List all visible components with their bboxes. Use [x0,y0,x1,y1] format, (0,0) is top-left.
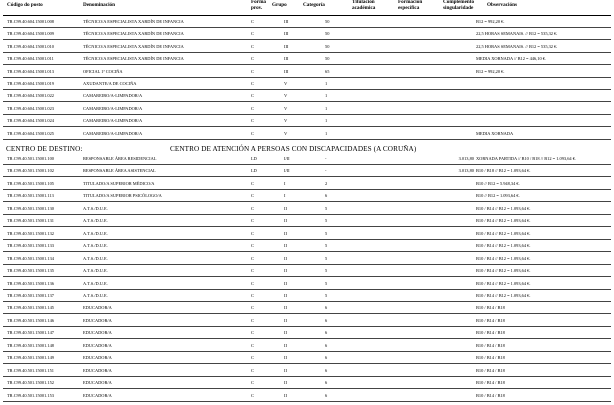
row-divider [3,189,611,190]
row-code: TR.C99.40.604.15001.022 [7,93,54,99]
table-row [0,279,614,290]
row-grupo: II [284,243,287,249]
row-observacions: B10 / B14 / B18 [476,330,505,336]
row-forma: C [251,380,254,386]
row-categoria: - [325,156,327,161]
row-observacions: B10 / B14 // B12 = 1.093,64 €. [476,255,531,261]
header-forma: Forma prov. [251,0,266,11]
row-observacions: B12 = 992,20 €. [476,19,505,24]
row-code: TR.C99.40.501.15001.100 [7,156,54,161]
row-grupo: II [284,367,287,373]
row-denominacion: TITULADO/A SUPERIOR MÉDICO/A [83,180,155,186]
row-code: TR.C99.40.501.15001.146 [7,317,54,323]
table-row [0,129,614,140]
row-grupo: I/II [284,168,290,174]
row-grupo: I [284,193,286,199]
row-divider [3,27,611,28]
row-observacions: B10 / B14 // B12 = 1.093,64 €. [476,268,531,274]
row-code: TR.C99.40.604.15001.013 [7,68,54,74]
row-forma: C [251,68,254,74]
row-observacions: MEDIA XORNADA // B12 = 446,10 €. [476,56,547,62]
row-denominacion: A.T.S./D.U.E. [83,218,108,224]
row-divider [3,126,611,127]
row-grupo: II [284,268,287,274]
row-forma: C [251,93,254,99]
row-denominacion: TITULADO/A SUPERIOR PSICÓLOGO/A [83,193,162,199]
row-forma: LD [251,156,257,161]
row-categoria: 5 [325,218,328,224]
row-categoria: - [325,168,327,174]
row-categoria: 1 [325,118,328,124]
table-row [0,229,614,240]
row-code: TR.C99.40.501.15001.153 [7,392,54,398]
row-forma: C [251,43,254,49]
row-observacions: 22,5 HORAS SEMANAIS. // B12 = 535,32 €. [476,43,558,49]
row-observacions: B10 / B14 // B12 = 1.093,64 €. [476,243,531,249]
row-code: TR.C99.40.501.15001.135 [7,268,54,274]
row-forma: C [251,392,254,398]
row-complemento: 3.013,80 [458,156,474,161]
header-categoria: Categoría [303,2,325,8]
row-categoria: 1 [325,105,328,111]
row-divider [3,77,611,78]
row-forma: C [251,367,254,373]
row-divider [3,226,611,227]
table-row [0,254,614,265]
row-forma: C [251,19,254,24]
row-divider [3,201,611,202]
row-denominacion: EDUCADOR/A [83,305,112,311]
row-observacions: B10 / B18 // B12 = 1.093,64 €. [476,168,531,174]
row-divider [3,164,611,165]
row-grupo: V [284,93,288,99]
table-row [0,241,614,252]
table-row [0,378,614,389]
row-observacions: B10 / B14 / B18 [476,367,505,373]
row-forma: LD [251,168,257,174]
row-denominacion: A.T.S./D.U.E. [83,243,108,249]
row-divider [3,301,611,302]
header-codigo: Código do posto [7,2,43,8]
row-grupo: II [284,317,287,323]
row-code: TR.C99.40.501.15001.149 [7,355,54,361]
row-grupo: II [284,230,287,236]
table-row [0,191,614,202]
row-divider [3,313,611,314]
row-grupo: II [284,255,287,261]
row-code: TR.C99.40.501.15001.132 [7,230,54,236]
row-forma: C [251,31,254,37]
row-observacions: B10 / B14 // B12 = 1.093,64 €. [476,230,531,236]
row-code: TR.C99.40.501.15001.151 [7,367,54,373]
row-denominacion: A.T.S./D.U.E. [83,280,108,286]
row-categoria: 6 [325,193,328,199]
row-denominacion: A.T.S./D.U.E. [83,230,108,236]
header-observacions: Observacións [487,2,517,8]
row-divider [3,276,611,277]
table-row [0,67,614,78]
row-grupo: III [284,19,289,24]
row-code: TR.C99.40.501.15001.145 [7,305,54,311]
row-categoria: 65 [325,68,330,74]
table-row [0,204,614,215]
row-denominacion: EDUCADOR/A [83,392,112,398]
row-divider [3,351,611,352]
row-code: TR.C99.40.604.15001.025 [7,130,54,136]
row-grupo: III [284,56,289,62]
row-categoria: 2 [325,180,328,186]
row-divider [3,338,611,339]
table-row [0,116,614,127]
row-code: TR.C99.40.501.15001.102 [7,168,54,174]
row-grupo: V [284,118,288,124]
row-forma: C [251,130,254,136]
row-grupo: II [284,205,287,211]
row-observacions: B10 / B14 / B18 [476,305,505,311]
row-divider [3,326,611,327]
table-row [0,104,614,115]
table-row [0,316,614,327]
row-code: TR.C99.40.604.15001.008 [7,19,54,24]
row-grupo: V [284,81,288,86]
row-divider [3,214,611,215]
row-code: TR.C99.40.604.15001.010 [7,43,54,49]
table-row [0,328,614,339]
row-code: TR.C99.40.501.15001.113 [7,193,54,199]
row-divider [3,289,611,290]
row-forma: C [251,355,254,361]
row-observacions: B10 // B12 = 1.093,64 €. [476,193,520,199]
table-row [0,353,614,364]
row-forma: C [251,56,254,62]
row-denominacion: A.T.S./D.U.E. [83,205,108,211]
row-forma: C [251,243,254,249]
row-divider [3,388,611,389]
row-observacions: B10 / B14 / B18 [476,392,505,398]
row-categoria: 6 [325,392,328,398]
row-categoria: 6 [325,380,328,386]
row-denominacion: RESPONSABLE ÁREA RESIDENCIAL [83,156,157,161]
table-row [0,166,614,177]
row-denominacion: A.T.S./D.U.E. [83,268,108,274]
row-code: TR.C99.40.501.15001.136 [7,280,54,286]
table-row [0,79,614,90]
table-row [0,266,614,277]
row-denominacion: TÉCNICO/A ESPECIALISTA XARDÍN DE INFANCIA [83,31,184,37]
row-denominacion: OFICIAL 1ª COCIÑA [83,68,123,74]
row-divider [3,239,611,240]
header-grupo: Grupo [272,2,287,8]
row-categoria: 5 [325,292,328,298]
centro-destino-label: CENTRO DE DESTINO: [6,145,83,153]
row-code: TR.C99.40.604.15001.024 [7,118,54,124]
row-observacions: 22,5 HORAS SEMANAIS. // B12 = 535,32 €. [476,31,558,37]
table-row [0,216,614,227]
table-header [0,0,614,16]
row-grupo: II [284,355,287,361]
row-code: TR.C99.40.501.15001.147 [7,330,54,336]
table-row [0,391,614,402]
row-denominacion: EDUCADOR/A [83,330,112,336]
row-code: TR.C99.40.501.15001.148 [7,342,54,348]
row-forma: C [251,292,254,298]
row-categoria: 6 [325,367,328,373]
row-code: TR.C99.40.604.15001.023 [7,105,54,111]
row-forma: C [251,180,254,186]
row-forma: C [251,81,254,86]
table-row [0,303,614,314]
row-denominacion: TÉCNICO/A ESPECIALISTA XARDÍN DE INFANCIA [83,56,184,62]
row-observacions: B10 / B14 / B18 [476,355,505,361]
row-observacions: B10 / B14 // B12 = 1.093,64 €. [476,280,531,286]
row-denominacion: EDUCADOR/A [83,355,112,361]
row-denominacion: A.T.S./D.U.E. [83,255,108,261]
table-row [0,154,614,165]
row-observacions: XORNADA PARTIDA // B10 / B18 // B12 = 1.093,64 €. [476,156,576,161]
row-observacions: B12 = 992,20 €. [476,68,505,74]
row-forma: C [251,330,254,336]
row-code: TR.C99.40.501.15001.137 [7,292,54,298]
row-observacions: B10 / B14 / B18 [476,380,505,386]
row-observacions: B10 / B14 // B12 = 1.093,64 €. [476,205,531,211]
row-forma: C [251,230,254,236]
row-grupo: II [284,392,287,398]
row-divider [3,176,611,177]
row-categoria: 50 [325,31,330,37]
row-denominacion: CAMAREIRO/A-LIMPADOR/A [83,93,143,99]
row-grupo: V [284,105,288,111]
row-observacions: B10 / B14 / B18 [476,342,505,348]
row-forma: C [251,193,254,199]
row-grupo: III [284,43,289,49]
row-forma: C [251,305,254,311]
row-denominacion: EDUCADOR/A [83,380,112,386]
row-divider [3,139,611,140]
row-divider [3,39,611,40]
row-forma: C [251,317,254,323]
centro-destino-banner [0,142,614,154]
row-categoria: 50 [325,56,330,62]
header-denominacion: Denominación [83,2,115,8]
row-grupo: II [284,292,287,298]
row-observacions: B10 / B14 // B12 = 1.093,64 €. [476,218,531,224]
row-grupo: II [284,280,287,286]
header-formacion: Formación específica [398,0,423,11]
row-code: TR.C99.40.501.15001.134 [7,255,54,261]
row-categoria: 5 [325,230,328,236]
row-forma: C [251,255,254,261]
row-grupo: III [284,31,289,37]
row-divider [3,89,611,90]
table-row [0,54,614,65]
row-forma: C [251,342,254,348]
row-code: TR.C99.40.501.15001.152 [7,380,54,386]
row-categoria: 5 [325,280,328,286]
table-row [0,179,614,190]
row-denominacion: TÉCNICO/A ESPECIALISTA XARDÍN DE INFANCIA [83,43,184,49]
row-divider [3,251,611,252]
table-row [0,42,614,53]
row-code: TR.C99.40.501.15001.130 [7,205,54,211]
table-row [0,91,614,102]
row-grupo: II [284,380,287,386]
row-categoria: 6 [325,355,328,361]
row-denominacion: EDUCADOR/A [83,317,112,323]
row-grupo: II [284,330,287,336]
row-code: TR.C99.40.604.15001.011 [7,56,54,62]
row-forma: C [251,268,254,274]
row-grupo: I [284,180,286,186]
row-categoria: 50 [325,43,330,49]
row-grupo: II [284,305,287,311]
row-categoria: 6 [325,342,328,348]
row-categoria: 6 [325,305,328,311]
row-complemento: 3.013,80 [458,168,474,174]
row-observacions: MEDIA XORNADA [476,130,514,136]
table-row [0,29,614,40]
row-code: TR.C99.40.604.15001.009 [7,31,54,37]
row-categoria: 50 [325,19,330,24]
table-row [0,291,614,302]
row-divider [3,114,611,115]
table-row [0,341,614,352]
row-denominacion: EDUCADOR/A [83,367,112,373]
row-divider [3,264,611,265]
header-titulacion: Titulación académica [352,0,376,11]
row-grupo: II [284,218,287,224]
row-grupo: II [284,342,287,348]
row-categoria: 5 [325,243,328,249]
row-divider [3,52,611,53]
row-observacions: B10 // B12 = 5.948,34 €. [476,180,520,186]
header-divider [3,15,611,16]
row-divider [3,101,611,102]
row-grupo: I/II [284,156,290,161]
row-categoria: 1 [325,130,328,136]
row-code: TR.C99.40.501.15001.133 [7,243,54,249]
row-denominacion: RESPONSABLE ÁREA ASISTENCIAL [83,168,156,174]
row-denominacion: CAMAREIRO/A-LIMPADOR/A [83,130,143,136]
row-grupo: V [284,130,288,136]
row-grupo: III [284,68,289,74]
row-denominacion: CAMAREIRO/A-LIMPADOR/A [83,118,143,124]
row-denominacion: CAMAREIRO/A-LIMPADOR/A [83,105,143,111]
row-divider [3,376,611,377]
row-divider [3,64,611,65]
row-categoria: 1 [325,81,328,86]
row-forma: C [251,118,254,124]
row-forma: C [251,280,254,286]
row-categoria: 6 [325,317,328,323]
row-denominacion: TÉCNICO/A ESPECIALISTA XARDÍN DE INFANCIA [83,19,184,24]
table-row [0,366,614,377]
row-denominacion: EDUCADOR/A [83,342,112,348]
row-code: TR.C99.40.501.15001.105 [7,180,54,186]
row-observacions: B10 / B14 / B18 [476,317,505,323]
row-categoria: 5 [325,205,328,211]
row-code: TR.C99.40.604.15001.019 [7,81,54,86]
row-forma: C [251,218,254,224]
row-code: TR.C99.40.501.15001.131 [7,218,54,224]
row-forma: C [251,205,254,211]
row-divider [3,401,611,402]
header-complemento: Complemento singularidade [443,0,475,11]
centro-destino-title: CENTRO DE ATENCIÓN A PERSOAS CON DISCAPACIDADES (A CORUÑA) [170,145,417,153]
row-denominacion: AXUDANTE/A DE COCIÑA [83,81,137,86]
row-divider [3,363,611,364]
row-categoria: 1 [325,93,328,99]
row-denominacion: A.T.S./D.U.E. [83,292,108,298]
row-categoria: 5 [325,255,328,261]
row-forma: C [251,105,254,111]
row-categoria: 5 [325,268,328,274]
table-row [0,17,614,28]
row-observacions: B10 / B14 // B12 = 1.093,64 €. [476,292,531,298]
row-categoria: 6 [325,330,328,336]
